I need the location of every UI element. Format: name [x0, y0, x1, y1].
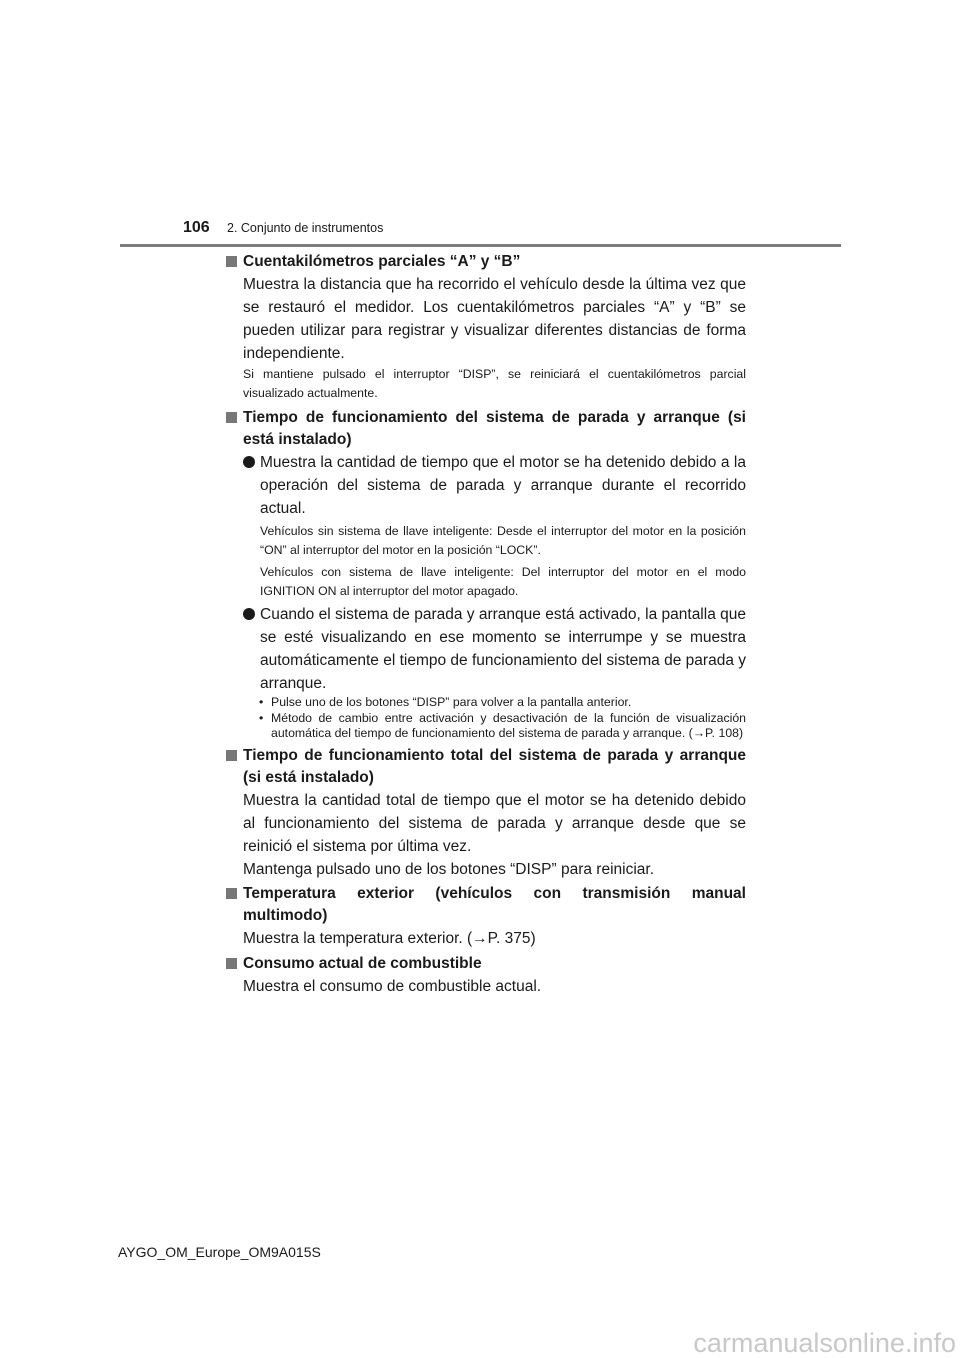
paragraph: Mantenga pulsado uno de los botones “DISP” para reiniciar. [243, 860, 654, 878]
content [226, 251, 746, 998]
square-bullet-icon [226, 888, 237, 899]
watermark: carmanualsonline.info [693, 1328, 956, 1358]
sub-bullet: • Método de cambio entre activación y desactivación de la función de visualización automática del tiempo de funcionamiento del sistema de parada y arranque. (→P. 108) [259, 710, 746, 740]
paragraph: Muestra la temperatura exterior. (→P. 375) [243, 929, 536, 947]
header-rule [120, 244, 841, 247]
heading-trip-meters [226, 251, 746, 273]
page-number: 106 [183, 219, 210, 236]
note: Vehículos sin sistema de llave inteligente: Desde el interruptor del motor en la posición “ON” al interruptor del motor en la posición “LOCK”. [260, 524, 746, 557]
heading-text: Temperatura exterior (vehículos con transmisión manual multimodo) [243, 884, 746, 924]
bullet-text: Muestra la cantidad de tiempo que el motor se ha detenido debido a la operación del sistema de parada y arranque durante el recorrido actual. [260, 454, 746, 517]
heading-text: Tiempo de funcionamiento total del sistema de parada y arranque (si está instalado) [243, 746, 746, 786]
square-bullet-icon [226, 958, 237, 969]
section-title: 2. Conjunto de instrumentos [227, 221, 384, 235]
heading-stop-start-time [226, 407, 746, 451]
heading-fuel-consumption [226, 953, 746, 975]
square-bullet-icon [226, 256, 237, 267]
heading-text: Cuentakilómetros parciales “A” y “B” [243, 253, 521, 270]
bullet-item [243, 603, 746, 695]
circle-bullet-icon [243, 608, 255, 620]
footer-code: AYGO_OM_Europe_OM9A015S [118, 1244, 321, 1260]
sub-bullet-text: Método de cambio entre activación y desactivación de la función de visualización automática del tiempo de funcionamiento del sistema de parada y arranque. (→P. 108) [271, 710, 746, 740]
bullet-text: Cuando el sistema de parada y arranque está activado, la pantalla que se esté visualizando en ese momento se interrumpe y se muestra automáticamente el tiempo de funcionamiento del sistema de parada y arranque. [260, 606, 746, 692]
heading-text: Consumo actual de combustible [243, 954, 482, 972]
paragraph: Muestra el consumo de combustible actual. [243, 977, 542, 995]
paragraph: Muestra la distancia que ha recorrido el vehículo desde la última vez que se restauró el medidor. Los cuentakilómetros parciales “A” y “B” se pueden utilizar para registrar y visualizar diferentes distancias de forma independiente. [243, 276, 746, 362]
bullet-item [243, 451, 746, 520]
note: Vehículos con sistema de llave inteligente: Del interruptor del motor en el modo IGNITION ON al interruptor del motor apagado. [260, 565, 746, 598]
heading-outside-temperature [226, 883, 746, 927]
sub-bullet-text: Pulse uno de los botones “DISP” para volver a la pantalla anterior. [271, 695, 632, 709]
paragraph: Muestra la cantidad total de tiempo que el motor se ha detenido debido al funcionamiento del sistema de parada y arranque desde que se reinició el sistema por última vez. [243, 791, 746, 855]
heading-total-stop-start-time [226, 745, 746, 789]
note: Si mantiene pulsado el interruptor “DISP”, se reiniciará el cuentakilómetros parcial visualizado actualmente. [243, 367, 746, 400]
sub-bullet: • Pulse uno de los botones “DISP” para volver a la pantalla anterior. [259, 695, 632, 709]
square-bullet-icon [226, 412, 237, 423]
square-bullet-icon [226, 750, 237, 761]
circle-bullet-icon [243, 456, 255, 468]
heading-text: Tiempo de funcionamiento del sistema de parada y arranque (si está instalado) [243, 409, 746, 448]
